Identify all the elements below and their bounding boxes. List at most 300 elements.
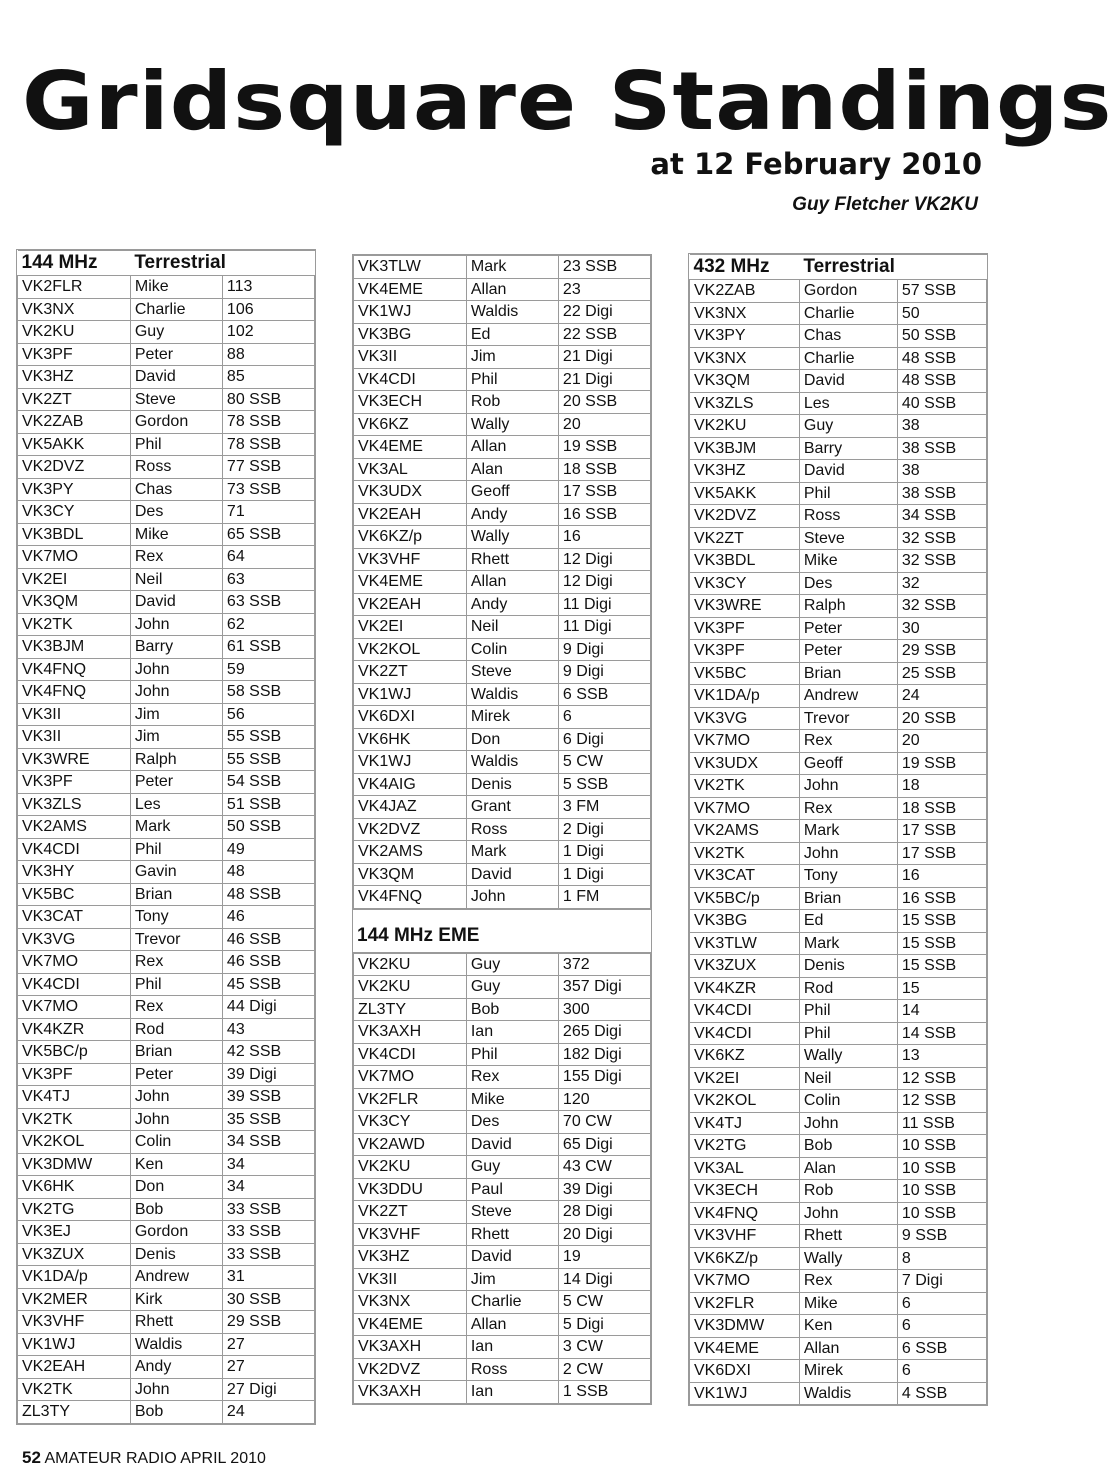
table-row	[354, 728, 651, 751]
callsign-cell: VK4TJ	[690, 1112, 800, 1135]
callsign-cell: VK2ZAB	[18, 411, 131, 434]
callsign-cell: VK3PY	[690, 325, 800, 348]
squares-cell: 17 SSB	[897, 842, 986, 865]
name-cell: Chas	[799, 325, 897, 348]
callsign-cell: VK4CDI	[18, 973, 131, 996]
squares-cell: 21 Digi	[558, 368, 650, 391]
name-cell: David	[466, 863, 558, 886]
name-cell: Trevor	[799, 707, 897, 730]
name-cell: Ian	[466, 1021, 558, 1044]
table-row	[18, 321, 315, 344]
squares-cell: 300	[558, 998, 650, 1021]
name-cell: Mark	[466, 841, 558, 864]
callsign-cell: VK3VHF	[354, 1223, 467, 1246]
squares-cell: 56	[222, 703, 314, 726]
callsign-cell: VK2TG	[690, 1135, 800, 1158]
callsign-cell: VK4KZR	[18, 1018, 131, 1041]
callsign-cell: VK4CDI	[690, 1022, 800, 1045]
table-144-terrestrial	[17, 250, 315, 1424]
callsign-cell: VK5BC	[18, 883, 131, 906]
name-cell: David	[130, 366, 222, 389]
table-row	[690, 977, 987, 1000]
table-row	[354, 1133, 651, 1156]
name-cell: Denis	[130, 1243, 222, 1266]
name-cell: David	[466, 1133, 558, 1156]
band-header: 432 MHz	[690, 255, 800, 280]
squares-cell: 32 SSB	[897, 550, 986, 573]
squares-cell: 14	[897, 1000, 986, 1023]
name-cell: Wally	[466, 526, 558, 549]
name-cell: John	[130, 1086, 222, 1109]
name-cell: Jim	[466, 1268, 558, 1291]
callsign-cell: VK4CDI	[690, 1000, 800, 1023]
squares-cell: 20	[897, 730, 986, 753]
table-row	[18, 838, 315, 861]
name-cell: Gordon	[130, 411, 222, 434]
name-cell: Charlie	[799, 347, 897, 370]
table-row	[354, 278, 651, 301]
name-cell: Ross	[466, 1358, 558, 1381]
table-body	[354, 953, 651, 1403]
name-cell: Don	[466, 728, 558, 751]
name-cell: Rhett	[466, 1223, 558, 1246]
name-cell: Andrew	[799, 685, 897, 708]
name-cell: Andy	[130, 1356, 222, 1379]
table-row	[354, 368, 651, 391]
name-cell: Rhett	[130, 1311, 222, 1334]
squares-cell: 40 SSB	[897, 392, 986, 415]
callsign-cell: VK3VHF	[354, 548, 467, 571]
callsign-cell: VK3QM	[18, 591, 131, 614]
name-cell: Rob	[466, 391, 558, 414]
callsign-cell: VK6HK	[18, 1176, 131, 1199]
table-row	[354, 1111, 651, 1134]
squares-cell: 48 SSB	[897, 370, 986, 393]
name-cell: Guy	[799, 415, 897, 438]
callsign-cell: VK5BC/p	[18, 1041, 131, 1064]
table-row	[690, 460, 987, 483]
name-cell: Rex	[466, 1066, 558, 1089]
callsign-cell: VK6HK	[354, 728, 467, 751]
squares-cell: 25 SSB	[897, 662, 986, 685]
squares-cell: 10 SSB	[897, 1157, 986, 1180]
squares-cell: 30	[897, 617, 986, 640]
name-cell: Wally	[799, 1247, 897, 1270]
table-row	[354, 323, 651, 346]
name-cell: Peter	[799, 640, 897, 663]
name-cell: John	[130, 1108, 222, 1131]
table-row	[18, 973, 315, 996]
callsign-cell: VK3DMW	[690, 1315, 800, 1338]
table-row	[18, 1131, 315, 1154]
callsign-cell: VK2EAH	[354, 593, 467, 616]
callsign-cell: VK3QM	[690, 370, 800, 393]
table-row	[690, 1000, 987, 1023]
name-cell: Neil	[799, 1067, 897, 1090]
squares-cell: 38 SSB	[897, 482, 986, 505]
table-row	[690, 527, 987, 550]
squares-cell: 34	[222, 1176, 314, 1199]
table-row	[18, 928, 315, 951]
name-cell: Colin	[799, 1090, 897, 1113]
callsign-cell: VK3HZ	[18, 366, 131, 389]
table-row	[354, 953, 651, 976]
squares-cell: 71	[222, 501, 314, 524]
table-row	[690, 482, 987, 505]
callsign-cell: VK1DA/p	[18, 1266, 131, 1289]
table-row	[690, 955, 987, 978]
table-row	[690, 865, 987, 888]
name-cell: Phil	[799, 482, 897, 505]
name-cell: David	[130, 591, 222, 614]
table-body	[354, 256, 651, 909]
author-byline: Guy Fletcher VK2KU	[792, 194, 978, 215]
callsign-cell: VK2EAH	[354, 503, 467, 526]
table-row	[690, 1112, 987, 1135]
callsign-cell: VK5BC/p	[690, 887, 800, 910]
name-cell: Denis	[466, 773, 558, 796]
squares-cell: 48 SSB	[897, 347, 986, 370]
squares-cell: 22 SSB	[558, 323, 650, 346]
name-cell: Ian	[466, 1336, 558, 1359]
callsign-cell: VK1WJ	[18, 1333, 131, 1356]
squares-cell: 15 SSB	[897, 910, 986, 933]
callsign-cell: VK2KOL	[354, 638, 467, 661]
table-header-row	[18, 251, 315, 276]
callsign-cell: VK3WRE	[18, 748, 131, 771]
squares-cell: 38	[897, 415, 986, 438]
name-cell: Paul	[466, 1178, 558, 1201]
callsign-cell: VK1DA/p	[690, 685, 800, 708]
callsign-cell: VK3HY	[18, 861, 131, 884]
name-cell: Rex	[799, 730, 897, 753]
table-row	[690, 1135, 987, 1158]
name-cell: Rex	[130, 996, 222, 1019]
table-row	[18, 298, 315, 321]
callsign-cell: VK5AKK	[18, 433, 131, 456]
table-row	[690, 820, 987, 843]
squares-cell: 33 SSB	[222, 1198, 314, 1221]
name-cell: Guy	[466, 976, 558, 999]
table-row	[18, 546, 315, 569]
table-row	[690, 505, 987, 528]
callsign-cell: VK3CY	[690, 572, 800, 595]
name-cell: Waldis	[466, 751, 558, 774]
callsign-cell: VK2EI	[18, 568, 131, 591]
table-row	[690, 617, 987, 640]
table-row	[354, 526, 651, 549]
callsign-cell: VK2TG	[18, 1198, 131, 1221]
table-row	[354, 458, 651, 481]
squares-cell: 49	[222, 838, 314, 861]
name-cell: Jim	[130, 726, 222, 749]
name-cell: Ross	[130, 456, 222, 479]
table-row	[354, 751, 651, 774]
callsign-cell: VK6DXI	[690, 1360, 800, 1383]
page-subtitle: at 12 February 2010	[650, 147, 982, 181]
callsign-cell: VK4EME	[354, 436, 467, 459]
table-row	[690, 1292, 987, 1315]
callsign-cell: VK1WJ	[690, 1382, 800, 1405]
callsign-cell: VK7MO	[690, 730, 800, 753]
table-row	[690, 437, 987, 460]
name-cell: Steve	[799, 527, 897, 550]
squares-cell: 61 SSB	[222, 636, 314, 659]
squares-cell: 32 SSB	[897, 527, 986, 550]
squares-cell: 2 CW	[558, 1358, 650, 1381]
name-cell: Peter	[799, 617, 897, 640]
squares-cell: 77 SSB	[222, 456, 314, 479]
squares-cell: 62	[222, 613, 314, 636]
callsign-cell: VK7MO	[354, 1066, 467, 1089]
table-body	[690, 280, 987, 1405]
name-cell: John	[130, 613, 222, 636]
name-cell: Neil	[466, 616, 558, 639]
callsign-cell: VK7MO	[18, 546, 131, 569]
callsign-cell: VK3AXH	[354, 1381, 467, 1404]
name-cell: Ken	[130, 1153, 222, 1176]
callsign-cell: VK3AXH	[354, 1021, 467, 1044]
squares-cell: 51 SSB	[222, 793, 314, 816]
squares-cell: 78 SSB	[222, 411, 314, 434]
squares-cell: 2 Digi	[558, 818, 650, 841]
name-cell: Trevor	[130, 928, 222, 951]
table-row	[690, 1045, 987, 1068]
callsign-cell: VK3VG	[690, 707, 800, 730]
callsign-cell: VK2ZAB	[690, 280, 800, 303]
callsign-cell: VK3AL	[354, 458, 467, 481]
name-cell: Brian	[130, 1041, 222, 1064]
callsign-cell: VK4EME	[354, 571, 467, 594]
squares-cell: 27 Digi	[222, 1378, 314, 1401]
table-row	[354, 256, 651, 279]
callsign-cell: VK3AL	[690, 1157, 800, 1180]
callsign-cell: VK3II	[354, 1268, 467, 1291]
squares-cell: 265 Digi	[558, 1021, 650, 1044]
name-cell: Ralph	[799, 595, 897, 618]
table-row	[354, 863, 651, 886]
name-cell: Rob	[799, 1180, 897, 1203]
callsign-cell: VK6KZ	[354, 413, 467, 436]
squares-cell: 24	[222, 1401, 314, 1424]
callsign-cell: VK2TK	[18, 613, 131, 636]
table-144-eme	[353, 953, 651, 1404]
table-row	[354, 773, 651, 796]
table-row	[18, 681, 315, 704]
table-row	[354, 593, 651, 616]
callsign-cell: VK7MO	[18, 996, 131, 1019]
squares-cell: 18 SSB	[897, 797, 986, 820]
name-cell: Les	[799, 392, 897, 415]
table-row	[354, 1358, 651, 1381]
table-row	[354, 436, 651, 459]
squares-cell: 29 SSB	[222, 1311, 314, 1334]
squares-cell: 1 SSB	[558, 1381, 650, 1404]
callsign-cell: VK2FLR	[690, 1292, 800, 1315]
squares-cell: 35 SSB	[222, 1108, 314, 1131]
table-row	[690, 887, 987, 910]
squares-cell: 7 Digi	[897, 1270, 986, 1293]
callsign-cell: VK2ZT	[354, 1201, 467, 1224]
name-cell: Steve	[466, 661, 558, 684]
squares-cell: 32	[897, 572, 986, 595]
name-cell: David	[799, 460, 897, 483]
table-row	[354, 413, 651, 436]
callsign-cell: VK2KOL	[18, 1131, 131, 1154]
name-cell: John	[466, 886, 558, 909]
squares-cell: 14 Digi	[558, 1268, 650, 1291]
callsign-cell: VK3II	[18, 703, 131, 726]
callsign-cell: VK3NX	[354, 1291, 467, 1314]
callsign-cell: VK3CAT	[690, 865, 800, 888]
table-row	[690, 1270, 987, 1293]
name-cell: Andy	[466, 593, 558, 616]
table-row	[18, 748, 315, 771]
name-cell: Bob	[130, 1401, 222, 1424]
table-row	[18, 951, 315, 974]
table-row	[690, 595, 987, 618]
squares-cell: 11 Digi	[558, 616, 650, 639]
callsign-cell: VK1WJ	[354, 301, 467, 324]
callsign-cell: VK2ZT	[354, 661, 467, 684]
table-row	[18, 1356, 315, 1379]
name-cell: Rex	[130, 546, 222, 569]
name-cell: Geoff	[466, 481, 558, 504]
callsign-cell: VK2TK	[690, 842, 800, 865]
name-cell: Les	[130, 793, 222, 816]
callsign-cell: VK6KZ	[690, 1045, 800, 1068]
squares-cell: 58 SSB	[222, 681, 314, 704]
squares-cell: 4 SSB	[897, 1382, 986, 1405]
callsign-cell: VK3NX	[690, 347, 800, 370]
table-row	[690, 280, 987, 303]
table-row	[690, 1090, 987, 1113]
callsign-cell: VK4CDI	[354, 1043, 467, 1066]
callsign-cell: VK7MO	[690, 1270, 800, 1293]
squares-cell: 15	[897, 977, 986, 1000]
squares-cell: 17 SSB	[558, 481, 650, 504]
page-number: 52	[22, 1448, 41, 1467]
squares-cell: 19 SSB	[558, 436, 650, 459]
squares-cell: 33 SSB	[222, 1243, 314, 1266]
table-row	[690, 707, 987, 730]
table-row	[354, 616, 651, 639]
squares-cell: 27	[222, 1356, 314, 1379]
table-row	[354, 1381, 651, 1404]
callsign-cell: VK4FNQ	[354, 886, 467, 909]
name-cell: Rhett	[799, 1225, 897, 1248]
name-cell: Mike	[799, 1292, 897, 1315]
callsign-cell: VK6KZ/p	[354, 526, 467, 549]
squares-cell: 85	[222, 366, 314, 389]
callsign-cell: VK4TJ	[18, 1086, 131, 1109]
squares-cell: 11 SSB	[897, 1112, 986, 1135]
name-cell: John	[130, 658, 222, 681]
squares-cell: 14 SSB	[897, 1022, 986, 1045]
table-row	[354, 661, 651, 684]
squares-cell: 18	[897, 775, 986, 798]
name-cell: Mike	[799, 550, 897, 573]
squares-cell: 11 Digi	[558, 593, 650, 616]
name-cell: Rex	[799, 797, 897, 820]
table-row	[354, 1336, 651, 1359]
table-row	[18, 1401, 315, 1424]
name-cell: Allan	[466, 436, 558, 459]
table-row	[354, 1156, 651, 1179]
squares-cell: 73 SSB	[222, 478, 314, 501]
table-row	[354, 1043, 651, 1066]
name-cell: Brian	[130, 883, 222, 906]
callsign-cell: VK2KOL	[690, 1090, 800, 1113]
table-row	[690, 347, 987, 370]
name-cell: Tony	[130, 906, 222, 929]
callsign-cell: VK2ZT	[690, 527, 800, 550]
squares-cell: 12 SSB	[897, 1067, 986, 1090]
table-row	[18, 276, 315, 299]
name-cell: Steve	[130, 388, 222, 411]
table-row	[18, 1221, 315, 1244]
table-row	[690, 1225, 987, 1248]
squares-cell: 1 Digi	[558, 863, 650, 886]
squares-cell: 34 SSB	[897, 505, 986, 528]
name-cell: Des	[799, 572, 897, 595]
callsign-cell: VK2DVZ	[690, 505, 800, 528]
callsign-cell: VK2EI	[354, 616, 467, 639]
squares-cell: 5 CW	[558, 1291, 650, 1314]
name-cell: John	[799, 775, 897, 798]
squares-cell: 39 SSB	[222, 1086, 314, 1109]
name-cell: Andrew	[130, 1266, 222, 1289]
table-row	[18, 1063, 315, 1086]
table-row	[690, 775, 987, 798]
name-cell: David	[799, 370, 897, 393]
table-row	[18, 793, 315, 816]
squares-cell: 12 Digi	[558, 571, 650, 594]
callsign-cell: VK3II	[354, 346, 467, 369]
squares-cell: 50 SSB	[897, 325, 986, 348]
table-144-terrestrial-continued	[353, 255, 651, 909]
squares-cell: 23 SSB	[558, 256, 650, 279]
table-row	[690, 752, 987, 775]
callsign-cell: VK2ZT	[18, 388, 131, 411]
squares-cell: 6 SSB	[558, 683, 650, 706]
table-row	[18, 1311, 315, 1334]
table-row	[690, 662, 987, 685]
name-cell: Ian	[466, 1381, 558, 1404]
squares-cell: 10 SSB	[897, 1135, 986, 1158]
table-row	[354, 1088, 651, 1111]
name-cell: Allan	[466, 278, 558, 301]
callsign-cell: VK6DXI	[354, 706, 467, 729]
table-row	[354, 503, 651, 526]
squares-cell: 20 SSB	[897, 707, 986, 730]
name-cell: Alan	[466, 458, 558, 481]
callsign-cell: VK3NX	[18, 298, 131, 321]
squares-cell: 19 SSB	[897, 752, 986, 775]
callsign-cell: VK2KU	[690, 415, 800, 438]
table-row	[18, 771, 315, 794]
squares-cell: 43 CW	[558, 1156, 650, 1179]
squares-cell: 102	[222, 321, 314, 344]
name-cell: Des	[466, 1111, 558, 1134]
squares-cell: 8	[897, 1247, 986, 1270]
callsign-cell: VK2EI	[690, 1067, 800, 1090]
squares-cell: 80 SSB	[222, 388, 314, 411]
name-cell: Peter	[130, 343, 222, 366]
squares-cell: 182 Digi	[558, 1043, 650, 1066]
callsign-cell: VK3CY	[18, 501, 131, 524]
squares-cell: 6	[897, 1315, 986, 1338]
